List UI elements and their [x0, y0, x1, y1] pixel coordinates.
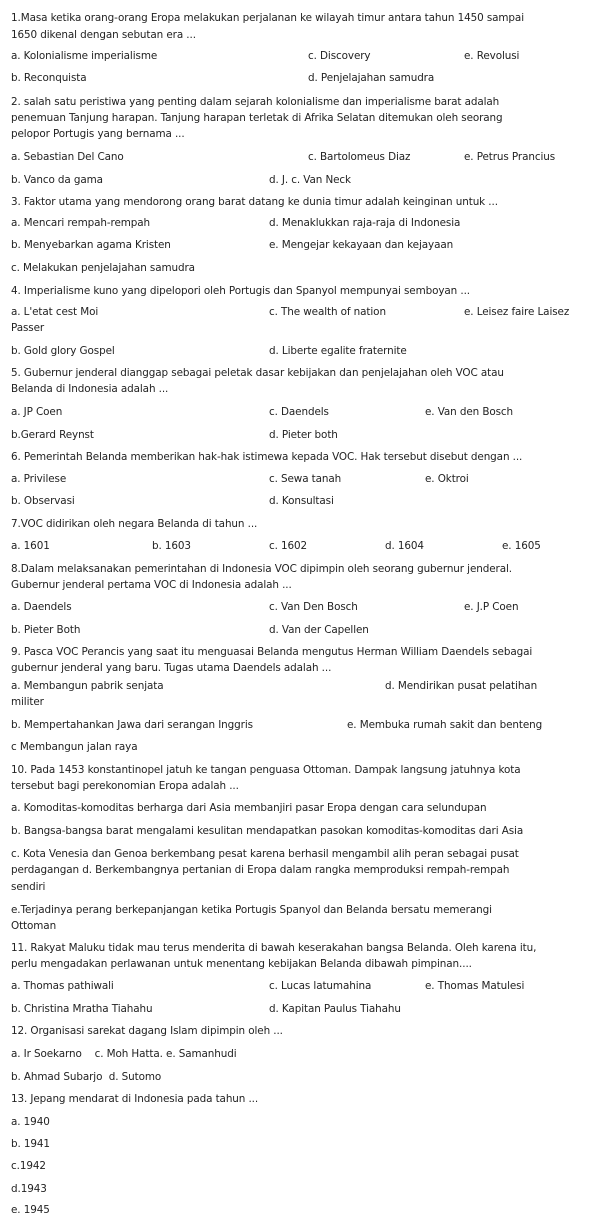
q9-option-b: b. Mempertahankan Jawa dari serangan Inggris [11, 719, 253, 731]
q10-option-c: c. Kota Venesia dan Genoa berkembang pesat karena berhasil mengambil alih peran sebagai pusat [11, 848, 519, 860]
q2-text: 2. salah satu peristiwa yang penting dalam sejarah kolonialisme dan imperialisme barat adalah [11, 96, 500, 108]
q1-option-a: a. Kolonialisme imperialisme [11, 50, 158, 62]
q5-text: Belanda di Indonesia adalah ... [11, 383, 169, 395]
q9-option-d: d. Mendirikan pusat pelatihan [385, 680, 538, 692]
q7-option-c: c. 1602 [269, 540, 308, 552]
q3-option-e: e. Mengejar kekayaan dan kejayaan [269, 239, 454, 251]
q3-option-d: d. Menaklukkan raja-raja di Indonesia [269, 217, 461, 229]
q10-option-continued: sendiri [11, 881, 46, 893]
q8-option-d: d. Van der Capellen [269, 624, 369, 636]
q9-option-e: e. Membuka rumah sakit dan benteng [347, 719, 543, 731]
q12-options-line-b: b. Ahmad Subarjo d. Sutomo [11, 1071, 162, 1083]
q5-option-c: c. Daendels [269, 406, 329, 418]
q2-option-d: d. J. c. Van Neck [269, 174, 351, 186]
q5-text: 5. Gubernur jenderal dianggap sebagai peletak dasar kebijakan dan penjelajahan oleh VOC atau [11, 367, 504, 379]
q1-text: 1.Masa ketika orang-orang Eropa melakukan perjalanan ke wilayah timur antara tahun 1450 sampai [11, 12, 524, 24]
q6-option-d: d. Konsultasi [269, 495, 334, 507]
q1-option-b: b. Reconquista [11, 72, 87, 84]
q8-text: 8.Dalam melaksanakan pemerintahan di Indonesia VOC dipimpin oleh seorang gubernur jenderal. [11, 563, 512, 575]
q4-option-b: b. Gold glory Gospel [11, 345, 115, 357]
q2-text: penemuan Tanjung harapan. Tanjung harapan terletak di Afrika Selatan ditemukan oleh seorang [11, 112, 503, 124]
q4-option-e-continued: Passer [11, 322, 45, 334]
q10-option-c-d: perdagangan d. Berkembangnya pertanian di Eropa dalam rangka memproduksi rempah-rempah [11, 864, 510, 876]
q3-option-c: c. Melakukan penjelajahan samudra [11, 262, 195, 274]
q10-text: 10. Pada 1453 konstantinopel jatuh ke tangan penguasa Ottoman. Dampak langsung jatuhnya kota [11, 764, 521, 776]
q4-option-c: c. The wealth of nation [269, 306, 386, 318]
q8-option-e: e. J.P Coen [464, 601, 519, 613]
q2-option-c: c. Bartolomeus Diaz [308, 151, 411, 163]
q6-text: 6. Pemerintah Belanda memberikan hak-hak istimewa kepada VOC. Hak tersebut disebut dengan ... [11, 451, 523, 463]
q9-text: 9. Pasca VOC Perancis yang saat itu menguasai Belanda mengutus Herman William Daendels sebagai [11, 646, 533, 658]
q3-text: 3. Faktor utama yang mendorong orang barat datang ke dunia timur adalah keinginan untuk ... [11, 196, 498, 208]
q11-option-e: e. Thomas Matulesi [425, 980, 525, 992]
q8-option-b: b. Pieter Both [11, 624, 81, 636]
q7-option-b: b. 1603 [152, 540, 191, 552]
q2-option-b: b. Vanco da gama [11, 174, 103, 186]
q1-option-d: d. Penjelajahan samudra [308, 72, 435, 84]
q5-option-a: a. JP Coen [11, 406, 63, 418]
q9-option-d-continued: militer [11, 696, 44, 708]
q11-option-c: c. Lucas latumahina [269, 980, 372, 992]
q2-option-e: e. Petrus Prancius [464, 151, 556, 163]
q10-option-b: b. Bangsa-bangsa barat mengalami kesulitan mendapatkan pasokan komoditas-komoditas dari Asia [11, 825, 524, 837]
q13-option-a: a. 1940 [11, 1116, 50, 1128]
q3-option-b: b. Menyebarkan agama Kristen [11, 239, 171, 251]
q4-text: 4. Imperialisme kuno yang dipelopori oleh Portugis dan Spanyol mempunyai semboyan ... [11, 285, 470, 297]
q13-text: 13. Jepang mendarat di Indonesia pada tahun ... [11, 1093, 259, 1105]
q11-text: perlu mengadakan perlawanan untuk menentang kebijakan Belanda dibawah pimpinan.... [11, 958, 472, 970]
q1-option-c: c. Discovery [308, 50, 371, 62]
q12-options-line-a: a. Ir Soekarno c. Moh Hatta. e. Samanhudi [11, 1048, 237, 1060]
q2-text: pelopor Portugis yang bernama ... [11, 128, 185, 140]
q1-option-e: e. Revolusi [464, 50, 520, 62]
q6-option-e: e. Oktroi [425, 473, 469, 485]
q8-option-c: c. Van Den Bosch [269, 601, 358, 613]
q12-text: 12. Organisasi sarekat dagang Islam dipimpin oleh ... [11, 1025, 283, 1037]
q4-option-a: a. L'etat cest Moi [11, 306, 99, 318]
q11-text: 11. Rakyat Maluku tidak mau terus menderita di bawah keserakahan bangsa Belanda. Oleh karena itu, [11, 942, 537, 954]
q11-option-a: a. Thomas pathiwali [11, 980, 114, 992]
q1-text: 1650 dikenal dengan sebutan era ... [11, 29, 196, 41]
q4-option-d: d. Liberte egalite fraternite [269, 345, 407, 357]
q5-option-e: e. Van den Bosch [425, 406, 514, 418]
q10-option-e-continued: Ottoman [11, 920, 57, 932]
q2-option-a: a. Sebastian Del Cano [11, 151, 124, 163]
q10-text: tersebut bagi perekonomian Eropa adalah ... [11, 780, 239, 792]
q5-option-d: d. Pieter both [269, 429, 338, 441]
q7-text: 7.VOC didirikan oleh negara Belanda di tahun ... [11, 518, 258, 530]
q10-option-e: e.Terjadinya perang berkepanjangan ketika Portugis Spanyol dan Belanda bersatu memerangi [11, 904, 492, 916]
q6-option-a: a. Privilese [11, 473, 67, 485]
q8-option-a: a. Daendels [11, 601, 72, 613]
q8-text: Gubernur jenderal pertama VOC di Indonesia adalah ... [11, 579, 292, 591]
q11-option-d: d. Kapitan Paulus Tiahahu [269, 1003, 401, 1015]
q5-option-b: b.Gerard Reynst [11, 429, 94, 441]
q13-option-e: e. 1945 [11, 1204, 50, 1216]
q7-option-a: a. 1601 [11, 540, 50, 552]
q9-option-c: c Membangun jalan raya [11, 741, 138, 753]
q7-option-d: d. 1604 [385, 540, 424, 552]
q13-option-b: b. 1941 [11, 1138, 50, 1150]
q7-option-e: e. 1605 [502, 540, 541, 552]
q13-option-d: d.1943 [11, 1183, 47, 1195]
q6-option-b: b. Observasi [11, 495, 75, 507]
q9-text: gubernur jenderal yang baru. Tugas utama Daendels adalah ... [11, 662, 332, 674]
q10-option-a: a. Komoditas-komoditas berharga dari Asia membanjiri pasar Eropa dengan cara selundupan [11, 802, 487, 814]
q3-option-a: a. Mencari rempah-rempah [11, 217, 151, 229]
q11-option-b: b. Christina Mratha Tiahahu [11, 1003, 153, 1015]
q4-option-e: e. Leisez faire Laisez [464, 306, 570, 318]
q6-option-c: c. Sewa tanah [269, 473, 342, 485]
q9-option-a: a. Membangun pabrik senjata [11, 680, 164, 692]
q13-option-c: c.1942 [11, 1160, 46, 1172]
